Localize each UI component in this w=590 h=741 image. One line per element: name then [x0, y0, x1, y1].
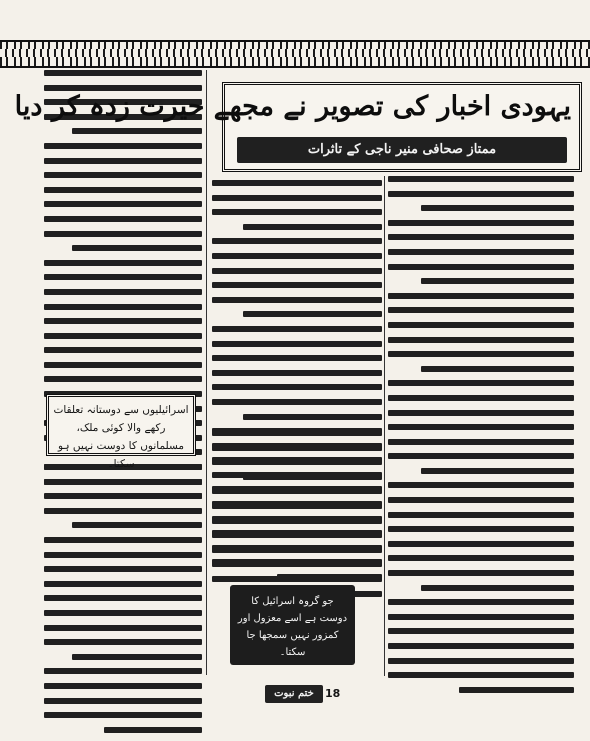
article-column-middle-lower — [212, 430, 382, 605]
decorative-border — [0, 40, 590, 68]
pull-quote-left: اسرائیلیوں سے دوستانہ تعلقات رکھے والا کوئی ملک، مسلمانوں کا دوست نہیں ہو سکتا۔ — [46, 394, 196, 456]
article-column-right — [388, 176, 574, 701]
pull-quote-bottom: جو گروہ اسرائیل کا دوست ہے اسے معزول اور کمزور نہیں سمجھا جا سکتا۔ — [230, 585, 355, 665]
column-divider — [384, 176, 385, 676]
page-number: 18 — [325, 687, 341, 700]
magazine-name: ختم نبوت — [265, 685, 323, 703]
headline: یہودی اخبار کی تصویر نے مجھے حیرت زدہ کر دیا — [14, 91, 571, 122]
page-footer — [0, 683, 590, 705]
byline: ممتاز صحافی منیر ناجی کے تاثرات — [237, 137, 567, 163]
headline-box — [14, 82, 582, 172]
column-divider — [206, 70, 207, 675]
